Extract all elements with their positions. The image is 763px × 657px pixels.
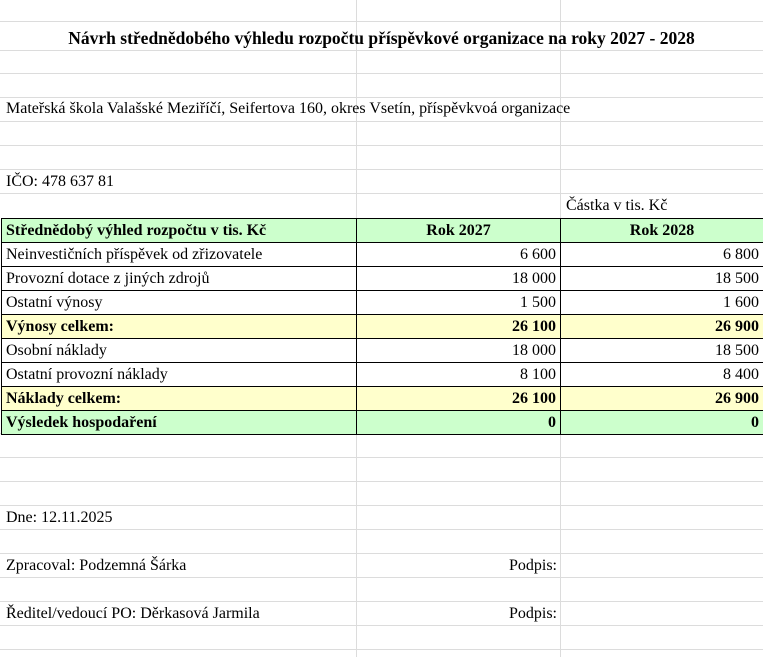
ico-number: IČO: 478 637 81: [6, 173, 114, 190]
value-2027: 18 000: [357, 267, 561, 291]
value-2027: 26 100: [357, 315, 561, 339]
value-2028: 1 600: [561, 291, 763, 315]
document-title: Návrh střednědobého výhledu rozpočtu příspěvkové organizace na roky 2027 - 2028: [68, 28, 695, 48]
value-2027: 18 000: [357, 339, 561, 363]
value-2027: 8 100: [357, 363, 561, 387]
director-line: Ředitel/vedoucí PO: Děrkasová Jarmila: [6, 605, 260, 622]
result-row: [2, 411, 763, 435]
table-header-row: [2, 219, 763, 243]
revenue-total-row: [2, 315, 763, 339]
table-row: [2, 339, 763, 363]
row-label: Osobní náklady: [2, 339, 357, 363]
table-row: [2, 243, 763, 267]
value-2027: 6 600: [357, 243, 561, 267]
row-label: Ostatní výnosy: [2, 291, 357, 315]
date-line: Dne: 12.11.2025: [6, 509, 113, 526]
row-label: Výsledek hospodaření: [2, 411, 357, 435]
table-row: [2, 363, 763, 387]
table-row: [2, 267, 763, 291]
header-year-2028: Rok 2028: [561, 219, 763, 243]
value-2027: 26 100: [357, 387, 561, 411]
value-2027: 0: [357, 411, 561, 435]
value-2028: 18 500: [561, 267, 763, 291]
value-2027: 1 500: [357, 291, 561, 315]
header-year-2027: Rok 2027: [357, 219, 561, 243]
table-row: [2, 291, 763, 315]
signature-label-1: Podpis:: [508, 557, 557, 574]
row-label: Provozní dotace z jiných zdrojů: [2, 267, 357, 291]
row-label: Ostatní provozní náklady: [2, 363, 357, 387]
row-label: Náklady celkem:: [2, 387, 357, 411]
value-2028: 26 900: [561, 387, 763, 411]
organization-name: Mateřská škola Valašské Meziříčí, Seifertova 160, okres Vsetín, příspěvkvoá organizace: [6, 100, 571, 117]
value-2028: 8 400: [561, 363, 763, 387]
value-2028: 0: [561, 411, 763, 435]
value-2028: 6 800: [561, 243, 763, 267]
signature-label-2: Podpis:: [508, 605, 557, 622]
value-2028: 18 500: [561, 339, 763, 363]
row-label: Výnosy celkem:: [2, 315, 357, 339]
value-2028: 26 900: [561, 315, 763, 339]
row-label: Neinvestičních příspěvek od zřizovatele: [2, 243, 357, 267]
cost-total-row: [2, 387, 763, 411]
budget-table: [1, 218, 763, 435]
prepared-by: Zpracoval: Podzemná Šárka: [6, 557, 187, 574]
unit-note: Částka v tis. Kč: [566, 197, 668, 214]
header-label: Střednědobý výhled rozpočtu v tis. Kč: [2, 219, 357, 243]
